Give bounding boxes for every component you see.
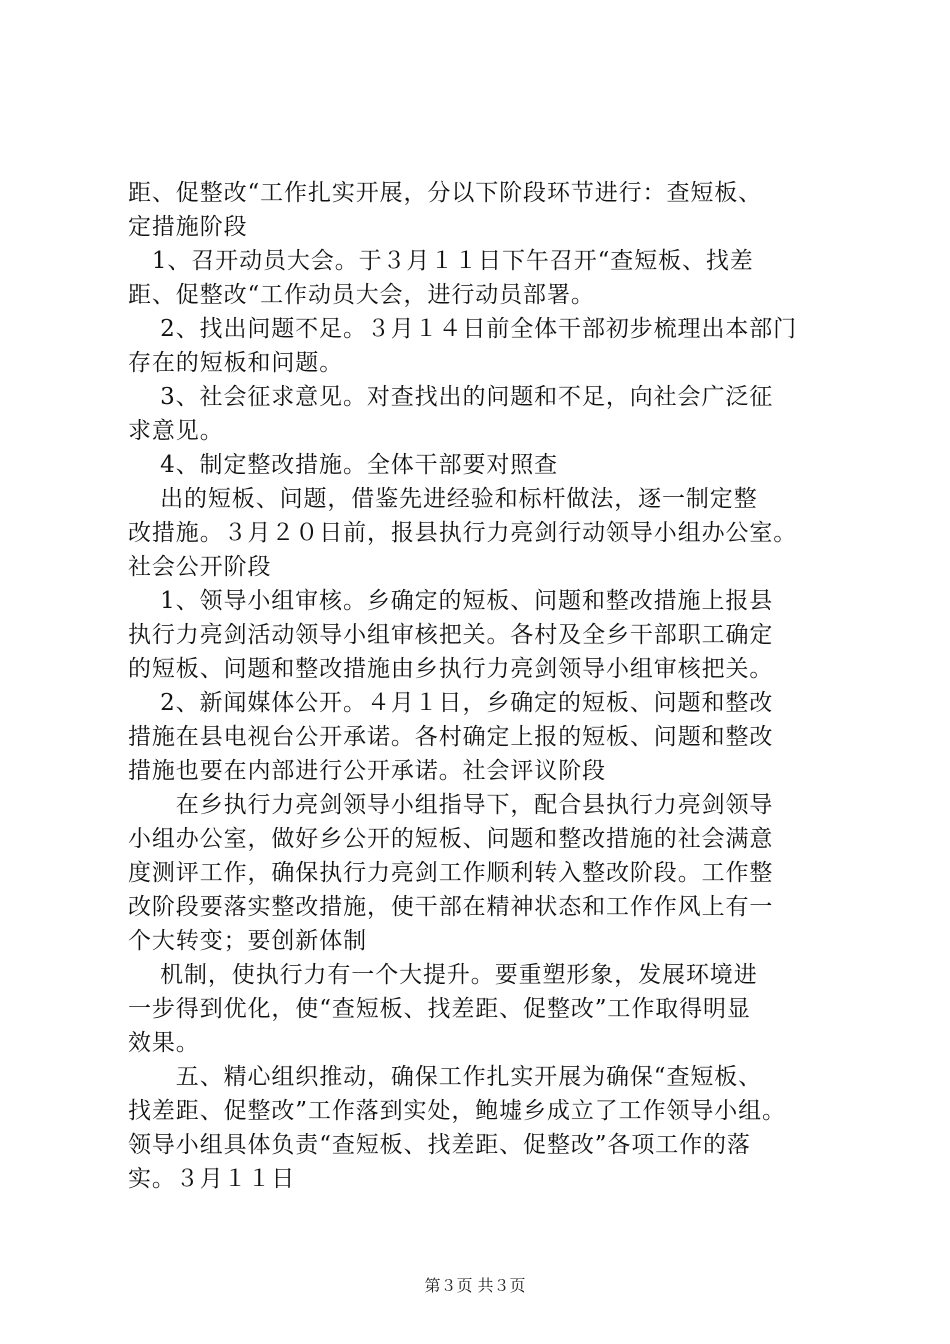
text-line: 措施在县电视台公开承诺。各村确定上报的短板、问题和整改 bbox=[128, 724, 774, 750]
text-line: 小组办公室，做好乡公开的短板、问题和整改措施的社会满意 bbox=[128, 826, 774, 852]
text-line: 的短板、问题和整改措施由乡执行力亮剑领导小组审核把关。 bbox=[128, 656, 774, 682]
text-line: 1、领导小组审核。乡确定的短板、问题和整改措施上报县 bbox=[128, 588, 774, 614]
text-line: 在乡执行力亮剑领导小组指导下，配合县执行力亮剑领导 bbox=[128, 792, 774, 818]
text-line: 定措施阶段 bbox=[128, 214, 248, 240]
text-line: 领导小组具体负责“查短板、找差距、促整改”各项工作的落 bbox=[128, 1132, 751, 1158]
text-line: 改措施。３月２０日前，报县执行力亮剑行动领导小组办公室。 bbox=[128, 520, 798, 546]
text-line: 找差距、促整改”工作落到实处，鲍墟乡成立了工作领导小组。 bbox=[128, 1098, 786, 1124]
text-line: 1、召开动员大会。于３月１１日下午召开“查短板、找差 bbox=[128, 248, 754, 274]
text-line: 机制，使执行力有一个大提升。要重塑形象，发展环境进 bbox=[128, 962, 758, 988]
text-line: 实。３月１１日 bbox=[128, 1166, 296, 1192]
text-line: 3、社会征求意见。对查找出的问题和不足，向社会广泛征 bbox=[128, 384, 774, 410]
text-line: 2、新闻媒体公开。４月１日，乡确定的短板、问题和整改 bbox=[128, 690, 774, 716]
text-line: 措施也要在内部进行公开承诺。社会评议阶段 bbox=[128, 758, 606, 784]
text-line: 距、促整改“工作动员大会，进行动员部署。 bbox=[128, 282, 595, 308]
text-line: 求意见。 bbox=[128, 418, 224, 444]
text-line: 个大转变；要创新体制 bbox=[128, 928, 367, 954]
text-line: 4、制定整改措施。全体干部要对照查 bbox=[128, 452, 559, 478]
page-footer: 第３页 共３页 bbox=[424, 1276, 526, 1295]
text-line: 2、找出问题不足。３月１４日前全体干部初步梳理出本部门 bbox=[128, 316, 798, 342]
text-line: 一步得到优化，使“查短板、找差距、促整改”工作取得明显 bbox=[128, 996, 751, 1022]
text-line: 社会公开阶段 bbox=[128, 554, 272, 580]
text-line: 度测评工作，确保执行力亮剑工作顺利转入整改阶段。工作整 bbox=[128, 860, 774, 886]
text-line: 五、精心组织推动，确保工作扎实开展为确保“查短板、 bbox=[128, 1064, 763, 1090]
text-line: 改阶段要落实整改措施，使干部在精神状态和工作作风上有一 bbox=[128, 894, 774, 920]
text-line: 效果。 bbox=[128, 1030, 200, 1056]
text-line: 存在的短板和问题。 bbox=[128, 350, 344, 376]
text-line: 距、促整改“工作扎实开展，分以下阶段环节进行：查短板、 bbox=[128, 180, 763, 206]
text-line: 执行力亮剑活动领导小组审核把关。各村及全乡干部职工确定 bbox=[128, 622, 774, 648]
body-text bbox=[128, 176, 858, 1196]
text-line: 出的短板、问题，借鉴先进经验和标杆做法，逐一制定整 bbox=[128, 486, 758, 512]
